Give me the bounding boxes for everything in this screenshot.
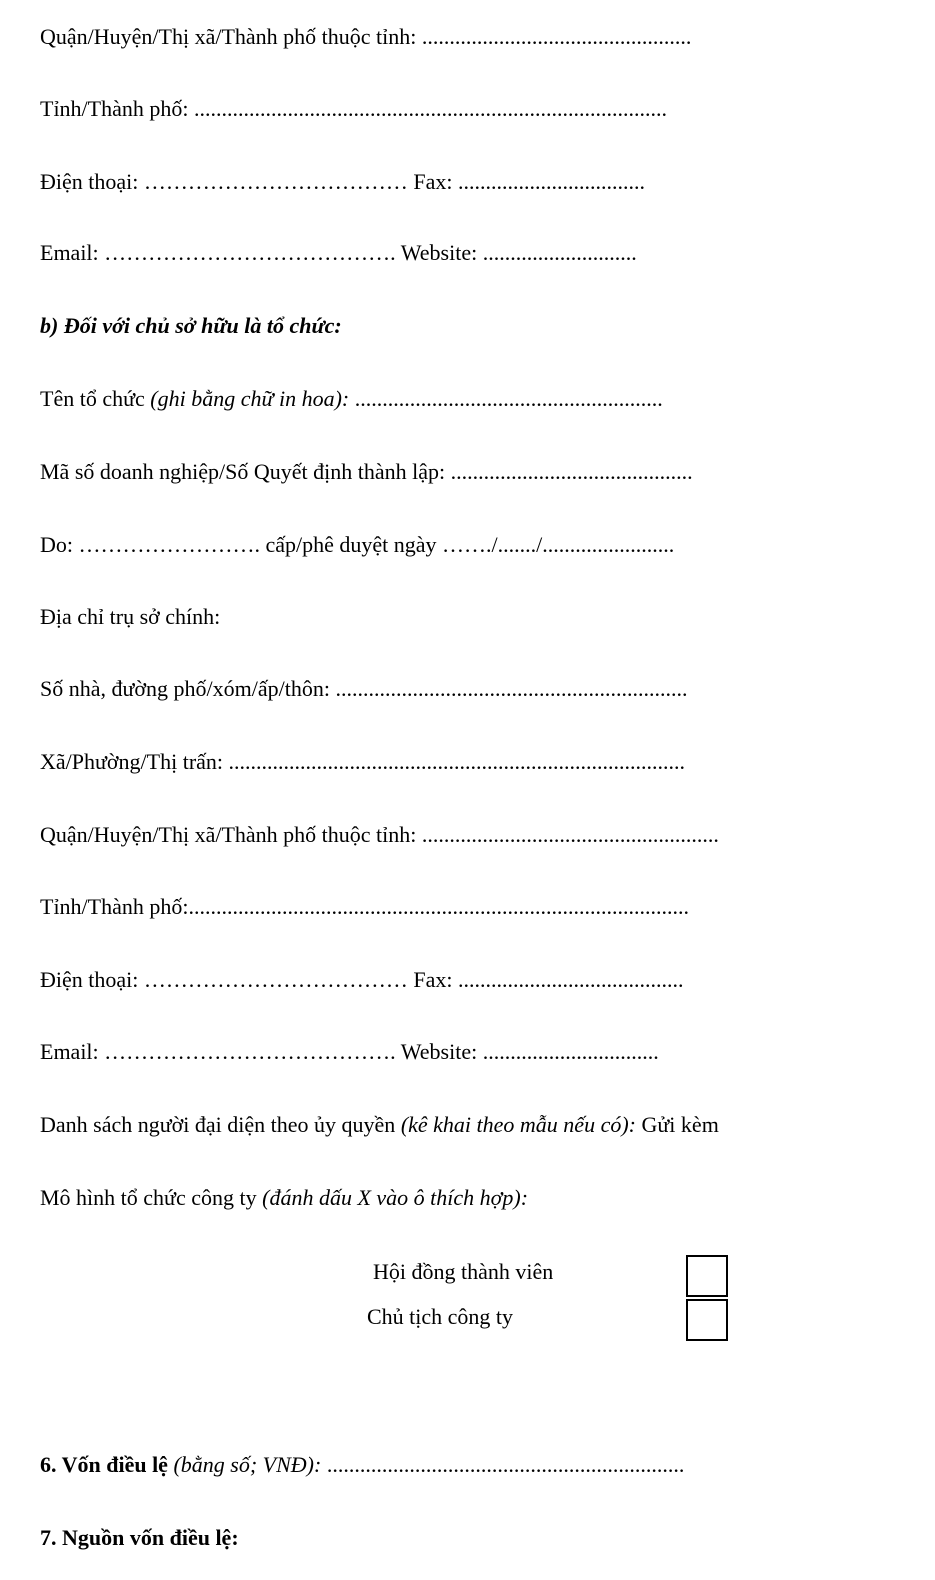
street-label: Số nhà, đường phố/xóm/ấp/thôn: <box>40 676 336 701</box>
phone-label: Điện thoại: <box>40 169 144 194</box>
fax-label: Fax: <box>407 169 458 194</box>
issued-by-label: Do: <box>40 532 79 557</box>
province-label: Tỉnh/Thành phố: <box>40 894 189 919</box>
phone-fax-row-individual <box>40 169 645 195</box>
district-fill-line[interactable]: ...................................................... <box>421 822 719 847</box>
province-fill-line[interactable]: ...................................................................................... <box>193 96 667 121</box>
email-label: Email: <box>40 1039 105 1064</box>
ward-label: Xã/Phường/Thị trấn: <box>40 749 229 774</box>
phone-label: Điện thoại: <box>40 967 144 992</box>
capital-source-heading: 7. Nguồn vốn điều lệ: <box>40 1525 239 1550</box>
org-name-fill-line[interactable]: ........................................................ <box>349 386 663 411</box>
charter-capital-title: 6. Vốn điều lệ <box>40 1452 168 1477</box>
district-field-individual <box>40 24 691 50</box>
district-fill-line[interactable]: ................................................. <box>421 24 692 49</box>
charter-capital-row <box>40 1452 684 1478</box>
org-name-label: Tên tổ chức <box>40 386 151 411</box>
option-label-company-chairman: Chủ tịch công ty <box>367 1304 514 1329</box>
registration-code-fill-line[interactable]: ............................................ <box>450 459 693 484</box>
email-website-row-org <box>40 1039 659 1065</box>
representatives-hint: (kê khai theo mẫu nếu có): <box>400 1112 636 1137</box>
street-fill-line[interactable]: ................................................................ <box>335 676 688 701</box>
email-fill-line[interactable]: …………………………………. <box>104 1039 396 1064</box>
ward-field <box>40 749 685 775</box>
district-field-org <box>40 822 719 848</box>
phone-fax-row-org <box>40 967 684 993</box>
issued-by-field <box>40 532 674 558</box>
representatives-attached: Gửi kèm <box>636 1112 719 1137</box>
street-field <box>40 676 688 702</box>
website-label: Website: <box>395 1039 483 1064</box>
fax-fill-line[interactable]: .................................. <box>458 169 645 194</box>
members-council-checkbox[interactable] <box>686 1255 728 1297</box>
org-model-row <box>40 1185 528 1211</box>
province-field-org <box>40 894 689 920</box>
email-website-row-individual <box>40 240 637 266</box>
website-label: Website: <box>395 240 483 265</box>
website-fill-line[interactable]: ................................ <box>482 1039 659 1064</box>
approval-date-field[interactable]: cấp/phê duyệt ngày ……./......./........................ <box>260 532 675 557</box>
org-model-hint: (đánh dấu X vào ô thích hợp): <box>262 1185 529 1210</box>
fax-label: Fax: <box>407 967 458 992</box>
province-label: Tỉnh/Thành phố: <box>40 96 194 121</box>
website-fill-line[interactable]: ............................ <box>482 240 637 265</box>
email-fill-line[interactable]: …………………………………. <box>104 240 396 265</box>
org-name-hint: (ghi bằng chữ in hoa): <box>150 386 350 411</box>
option-label-members-council: Hội đồng thành viên <box>373 1259 554 1284</box>
province-field-individual <box>40 96 667 122</box>
ward-fill-line[interactable]: ................................................................................... <box>228 749 686 774</box>
phone-fill-line[interactable]: ……………………………… <box>143 169 408 194</box>
registration-code-field <box>40 459 693 485</box>
representatives-row <box>40 1112 719 1138</box>
registration-code-label: Mã số doanh nghiệp/Số Quyết định thành lập: <box>40 459 451 484</box>
hq-address-label: Địa chỉ trụ sở chính: <box>40 604 221 629</box>
representatives-label: Danh sách người đại diện theo ủy quyền <box>40 1112 401 1137</box>
district-label: Quận/Huyện/Thị xã/Thành phố thuộc tỉnh: <box>40 822 422 847</box>
org-model-label: Mô hình tổ chức công ty <box>40 1185 263 1210</box>
company-chairman-checkbox[interactable] <box>686 1299 728 1341</box>
charter-capital-fill-line[interactable]: ................................................................. <box>321 1452 685 1477</box>
charter-capital-hint: (bằng số; VNĐ): <box>167 1452 322 1477</box>
fax-fill-line[interactable]: ......................................... <box>458 967 684 992</box>
section-b-heading: b) Đối với chủ sở hữu là tổ chức: <box>40 313 342 338</box>
issued-by-fill-line[interactable]: ……………………. <box>78 532 260 557</box>
org-name-field <box>40 386 663 412</box>
province-fill-line[interactable]: ........................................................................................... <box>188 894 689 919</box>
email-label: Email: <box>40 240 105 265</box>
phone-fill-line[interactable]: ……………………………… <box>143 967 408 992</box>
district-label: Quận/Huyện/Thị xã/Thành phố thuộc tỉnh: <box>40 24 422 49</box>
